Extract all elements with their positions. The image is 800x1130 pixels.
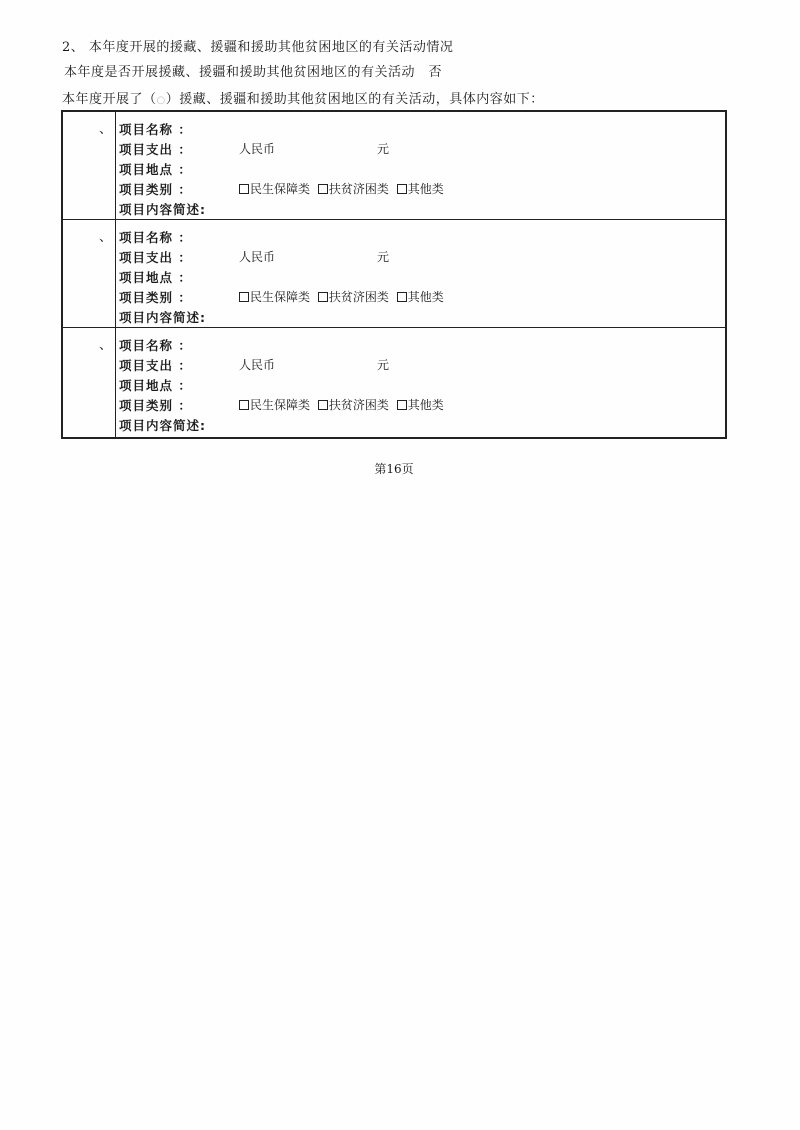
currency-label: 人民币 xyxy=(239,142,276,156)
checkbox-icon[interactable] xyxy=(397,184,407,194)
project-table xyxy=(61,110,727,439)
category-option-label: 其他类 xyxy=(407,290,444,304)
project-summary-label: 项目内容简述: xyxy=(119,310,206,325)
project-category-row xyxy=(119,288,444,308)
project-category-label: 项目类别 ： xyxy=(119,182,192,197)
activity-yes-no-line: 本年度是否开展援藏、援疆和援助其他贫困地区的有关活动 否 xyxy=(64,65,443,80)
project-category-label: 项目类别 ： xyxy=(119,290,192,305)
currency-label: 人民币 xyxy=(239,358,276,372)
page-number: 第16页 xyxy=(374,462,414,476)
enum-mark: 、 xyxy=(99,230,113,245)
project-summary-row xyxy=(119,416,206,436)
project-expense-label: 项目支出 ： xyxy=(119,250,192,265)
project-category-row xyxy=(119,180,444,200)
project-location-label: 项目地点 ： xyxy=(119,378,192,393)
checkbox-icon[interactable] xyxy=(239,292,249,302)
project-summary-row xyxy=(119,308,206,328)
category-option[interactable] xyxy=(397,290,444,304)
category-option[interactable] xyxy=(318,290,389,304)
project-expense-row xyxy=(119,248,390,268)
project-block xyxy=(63,328,725,437)
enum-mark: 、 xyxy=(99,122,113,137)
project-category-label: 项目类别 ： xyxy=(119,398,192,413)
category-option[interactable] xyxy=(318,182,389,196)
project-name-label: 项目名称 ： xyxy=(119,338,192,353)
category-option[interactable] xyxy=(318,398,389,412)
project-number-cell xyxy=(63,220,116,327)
checkbox-icon[interactable] xyxy=(397,292,407,302)
project-category-row xyxy=(119,396,444,416)
project-name-label: 项目名称 ： xyxy=(119,122,192,137)
project-expense-label: 项目支出 ： xyxy=(119,358,192,373)
enum-mark: 、 xyxy=(99,338,113,353)
checkbox-icon[interactable] xyxy=(239,184,249,194)
unit-label: 元 xyxy=(377,250,390,264)
activity-count-line xyxy=(62,88,544,107)
project-location-row xyxy=(119,160,192,180)
project-name-row xyxy=(119,120,192,140)
project-name-label: 项目名称 ： xyxy=(119,230,192,245)
project-location-label: 项目地点 ： xyxy=(119,162,192,177)
project-name-row xyxy=(119,336,192,356)
category-options xyxy=(239,396,448,413)
project-location-row xyxy=(119,376,192,396)
project-location-row xyxy=(119,268,192,288)
checkbox-icon[interactable] xyxy=(239,400,249,410)
project-summary-label: 项目内容简述: xyxy=(119,202,206,217)
project-summary-label: 项目内容简述: xyxy=(119,418,206,433)
category-option-label: 扶贫济困类 xyxy=(328,398,389,412)
category-option-label: 民生保障类 xyxy=(250,398,311,412)
category-option[interactable] xyxy=(397,182,444,196)
category-option-label: 其他类 xyxy=(407,398,444,412)
count-blank: ○ xyxy=(156,95,166,106)
category-option-label: 民生保障类 xyxy=(250,290,311,304)
checkbox-icon[interactable] xyxy=(318,184,328,194)
project-expense-label: 项目支出 ： xyxy=(119,142,192,157)
project-number-cell xyxy=(63,328,116,437)
category-option-label: 其他类 xyxy=(407,182,444,196)
category-option[interactable] xyxy=(239,398,310,412)
project-location-label: 项目地点 ： xyxy=(119,270,192,285)
project-summary-row xyxy=(119,200,206,220)
project-number-cell xyxy=(63,112,116,219)
checkbox-icon[interactable] xyxy=(318,292,328,302)
category-option-label: 扶贫济困类 xyxy=(328,290,389,304)
count-line-prefix: 本年度开展了（ xyxy=(62,92,157,107)
category-option-label: 扶贫济困类 xyxy=(328,182,389,196)
category-option[interactable] xyxy=(397,398,444,412)
project-block xyxy=(63,220,725,328)
checkbox-icon[interactable] xyxy=(318,400,328,410)
category-options xyxy=(239,288,448,305)
project-name-row xyxy=(119,228,192,248)
project-block xyxy=(63,112,725,220)
category-option-label: 民生保障类 xyxy=(250,182,311,196)
category-option[interactable] xyxy=(239,290,310,304)
category-options xyxy=(239,180,448,197)
unit-label: 元 xyxy=(377,358,390,372)
category-option[interactable] xyxy=(239,182,310,196)
project-expense-row xyxy=(119,140,390,160)
unit-label: 元 xyxy=(377,142,390,156)
count-line-suffix: ）援藏、援疆和援助其他贫困地区的有关活动，具体内容如下： xyxy=(165,92,544,107)
section-heading: 2、 本年度开展的援藏、援疆和援助其他贫困地区的有关活动情况 xyxy=(62,40,454,55)
project-expense-row xyxy=(119,356,390,376)
checkbox-icon[interactable] xyxy=(397,400,407,410)
currency-label: 人民币 xyxy=(239,250,276,264)
